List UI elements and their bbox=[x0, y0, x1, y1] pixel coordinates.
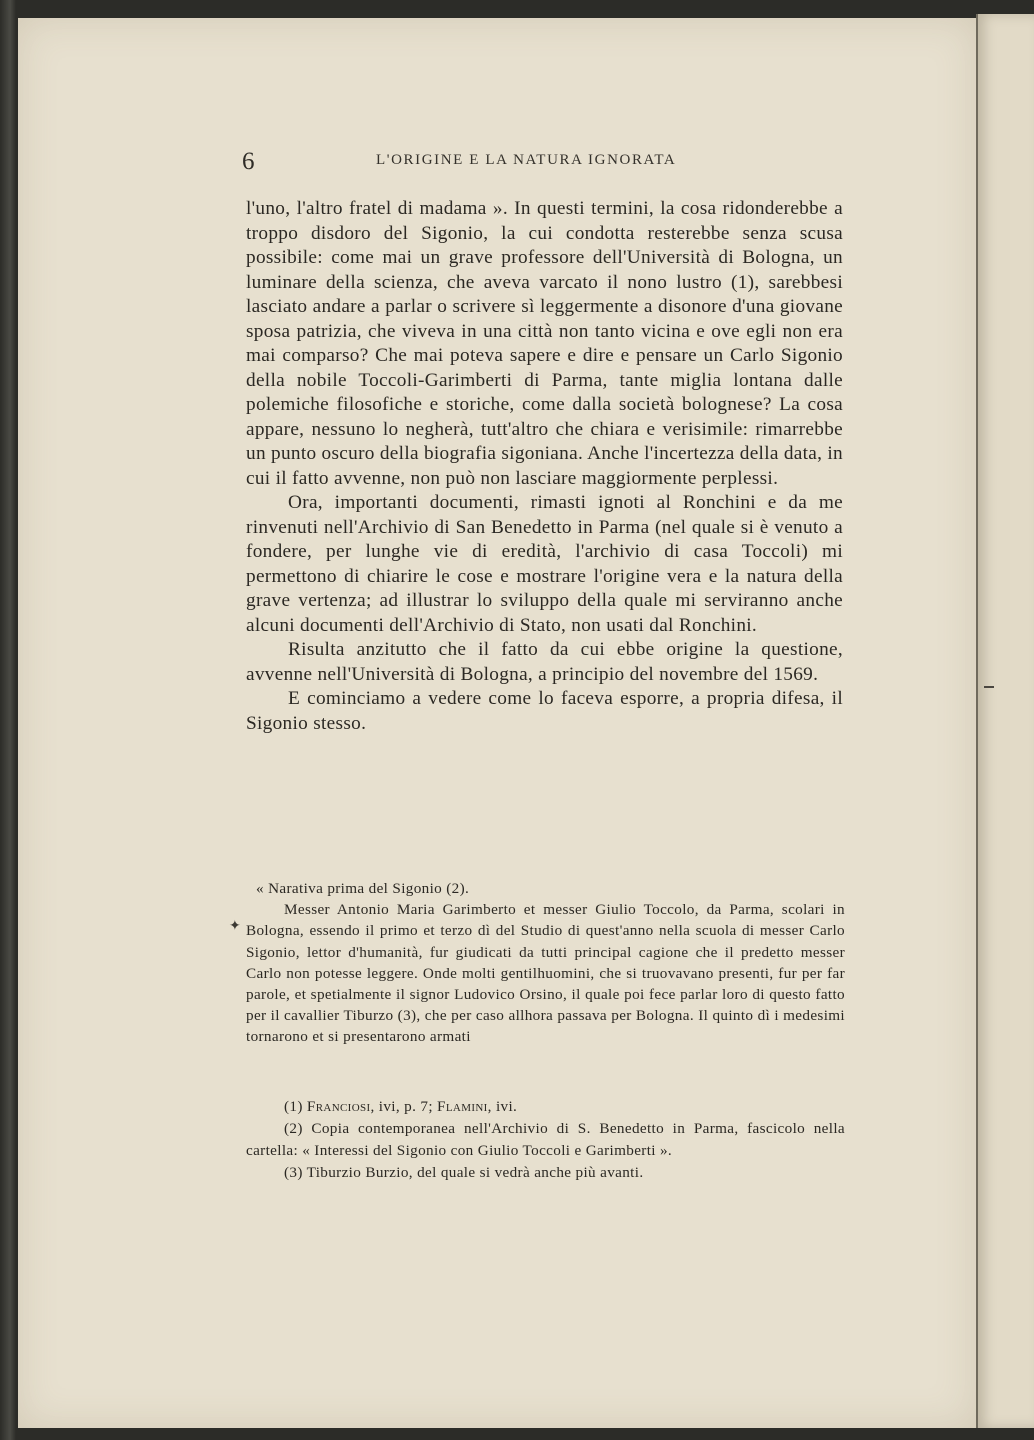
footnote-3: (3) Tiburzio Burzio, del quale si vedrà anche più avanti. bbox=[284, 1164, 644, 1181]
page-header bbox=[226, 146, 846, 176]
margin-mark: ✦ bbox=[229, 918, 241, 934]
footnote-1-ref-2: , ivi. bbox=[487, 1098, 518, 1115]
footnote-2: (2) Copia contemporanea nell'Archivio di S. Benedetto in Parma, fascicolo nella cartella: « Interessi del Sigonio con Giulio Toccoli e Garimberti ». bbox=[246, 1120, 845, 1159]
paragraph-1: l'uno, l'altro fratel di madama ». In questi termini, la cosa ridonderebbe a troppo disdoro del Sigonio, la cui condotta resterebbe senza scusa possibile: come mai un grave professore dell'Università di Bologna, un luminare della scienza, che aveva varcato il nono lustro (1), sarebbesi lasciato andare a parlar o scrivere sì leggermente a disonore d'una giovane sposa patrizia, che viveva in una città non tanto vicina e ove egli non era mai comparso? Che mai poteva sapere e dire e pensare un Carlo Sigonio della nobile Toccoli-Garimberti di Parma, tante miglia lontana dalle polemiche filosofiche e storiche, come dalla società bolognese? La cosa appare, nessuno lo negherà, tutt'altro che chiara e verisimile: rimarrebbe un punto oscuro della biografia sigoniana. Anche l'incertezza della data, in cui il fatto avvenne, non può non lasciare maggiormente perplessi. bbox=[246, 198, 843, 489]
footnotes bbox=[246, 1096, 845, 1184]
running-title: L'ORIGINE E LA NATURA IGNORATA bbox=[376, 152, 677, 168]
adjacent-page-edge bbox=[976, 14, 1034, 1428]
quoted-document bbox=[246, 878, 845, 1048]
quote-heading: « Narativa prima del Sigonio (2). bbox=[256, 880, 470, 897]
footnote-1-author-1: Franciosi bbox=[306, 1098, 371, 1115]
footnote-1 bbox=[246, 1096, 845, 1118]
paragraph-4: E cominciamo a vedere come lo faceva esporre, a propria difesa, il Sigonio stesso. bbox=[246, 688, 843, 734]
footnote-1-author-2: Flamini bbox=[437, 1098, 488, 1115]
main-text bbox=[246, 197, 843, 736]
page-edge-mark bbox=[984, 686, 994, 688]
footnote-1-number: (1) bbox=[284, 1098, 303, 1115]
page-number: 6 bbox=[242, 148, 255, 175]
paragraph-3: Risulta anzitutto che il fatto da cui ebbe origine la questione, avvenne nell'Università di Bologna, a principio del novembre del 1569. bbox=[246, 639, 843, 685]
paragraph-2: Ora, importanti documenti, rimasti ignoti al Ronchini e da me rinvenuti nell'Archivio di San Benedetto in Parma (nel quale si è venuto a fondere, per lunghe vie di eredità, l'archivio di casa Toccoli) mi permettono di chiarire le cose e mostrare l'origine vera e la natura della grave vertenza; ad illustrar lo sviluppo della quale mi serviranno anche alcuni documenti dell'Archivio di Stato, non usati dal Ronchini. bbox=[246, 492, 843, 636]
footnote-1-ref-1: , ivi, p. 7; bbox=[370, 1098, 438, 1115]
quote-text: Messer Antonio Maria Garimberto et messer Giulio Toccolo, da Parma, scolari in Bologna, essendo il primo et terzo dì del Studio di quest'anno nella scuola di messer Carlo Sigonio, lettor d'humanità, fur giudicati da tutti principal cagione che il predetto messer Carlo non potesse leggere. Onde molti gentilhuomini, che si truovavano presenti, fur per far parole, et spetialmente il signor Ludovico Orsino, il quale poi fece parlar loro di questo fatto per il cavallier Tiburzo (3), che per caso allhora passava per Bologna. Il quinto dì i medesimi tornarono et si presentarono armati bbox=[246, 901, 845, 1046]
